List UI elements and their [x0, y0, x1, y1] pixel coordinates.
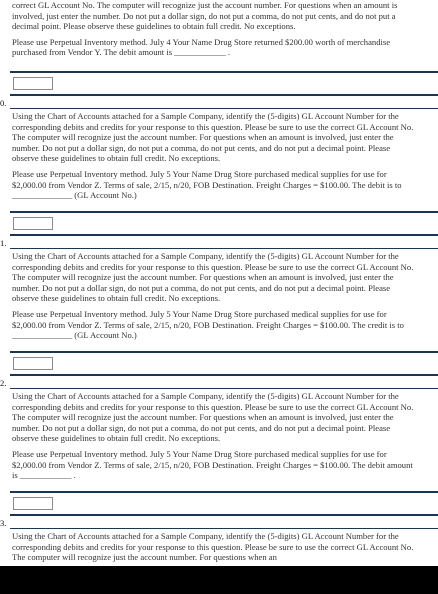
question-text	[12, 0, 414, 58]
question-top-divider	[10, 248, 438, 249]
question-top-divider	[10, 528, 438, 529]
question-instructions: correct GL Account No. The computer will recognize just the account number. For questions when an amount is involved, just enter the number. Do not put a dollar sign, do not put a comma, do not put cents, and do not put a decimal point. Please observe these guidelines to obtain full credit. No exceptions.	[12, 0, 398, 32]
question-instructions: Using the Chart of Accounts attached for a Sample Company, identify the (5-digits) GL Account Number for the corresponding debits and credits for your response to this question. Please be sure to use the correct GL Account No. The computer will recognize just the account number. For questions when an amount is involved, just enter the number. Do not put a dollar sign, do not put a comma, do not put cents, and do not put a decimal point. Please observe these guidelines to obtain full credit. No exceptions.	[12, 391, 414, 444]
question-number: 3.	[0, 518, 7, 528]
question-divider	[10, 234, 438, 236]
question-prompt: Please use Perpetual Inventory method. July 4 Your Name Drug Store returned $200.00 worth of merchandise purchased from Vendor Y. The debit amount is ____________ .	[12, 36, 391, 58]
question-number: 0.	[0, 98, 7, 108]
question-instructions: Using the Chart of Accounts attached for a Sample Company, identify the (5-digits) GL Account Number for the corresponding debits and credits for your response to this question. Please be sure to use the correct GL Account No. The computer will recognize just the account number. For questions when an amount is involved, just enter the number. Do not put a dollar sign, do not put a comma, do not put cents, and do not put a decimal point. Please observe these guidelines to obtain full credit. No exceptions.	[12, 111, 414, 164]
answer-divider	[10, 211, 438, 213]
answer-input[interactable]	[13, 357, 53, 370]
question-top-divider	[10, 388, 438, 389]
question-text	[12, 251, 414, 341]
question-instructions: Using the Chart of Accounts attached for a Sample Company, identify the (5-digits) GL Account Number for the corresponding debits and credits for your response to this question. Please be sure to use the correct GL Account No. The computer will recognize just the account number. For questions when an amount is involved, just enter the number. Do not put a dollar sign, do not put a comma, do not put cents, and do not put a decimal point. Please observe these guidelines to obtain full credit. No exceptions.	[12, 251, 414, 304]
answer-input[interactable]	[13, 217, 53, 230]
question-prompt: Please use Perpetual Inventory method. July 5 Your Name Drug Store purchased medical supplies for use for $2,000.00 from Vendor Z. Terms of sale, 2/15, n/20, FOB Destination. Freight Charges = $100.00. The credit is to ______________ (GL Account No.)	[12, 308, 404, 341]
question-top-divider	[10, 108, 438, 109]
screen-frame	[0, 566, 438, 594]
question-number: 2.	[0, 378, 7, 388]
question-instructions: Using the Chart of Accounts attached for a Sample Company, identify the (5-digits) GL Account Number for the corresponding debits and credits for your response to this question. Please be sure to use the correct GL Account No. The computer will recognize just the account number. For questions when an	[12, 531, 414, 563]
question-number: 1.	[0, 238, 7, 248]
question-text	[12, 391, 414, 481]
question-divider	[10, 94, 438, 96]
question-text	[12, 111, 414, 201]
question-prompt: Please use Perpetual Inventory method. July 5 Your Name Drug Store purchased medical supplies for use for $2,000.00 from Vendor Z. Terms of sale, 2/15, n/20, FOB Destination. Freight Charges = $100.00. The debit is to ______________ (GL Account No.)	[12, 168, 402, 201]
question-text	[12, 531, 414, 563]
question-divider	[10, 374, 438, 376]
question-prompt: Please use Perpetual Inventory method. July 5 Your Name Drug Store purchased medical supplies for use for $2,000.00 from Vendor Z. Terms of sale, 2/15, n/20, FOB Destination. Freight Charges = $100.00. The debit amount is ____________ .	[12, 448, 413, 481]
question-divider	[10, 514, 438, 516]
answer-input[interactable]	[13, 497, 53, 510]
answer-divider	[10, 491, 438, 493]
answer-input[interactable]	[13, 77, 53, 90]
answer-divider	[10, 351, 438, 353]
answer-divider	[10, 71, 438, 73]
